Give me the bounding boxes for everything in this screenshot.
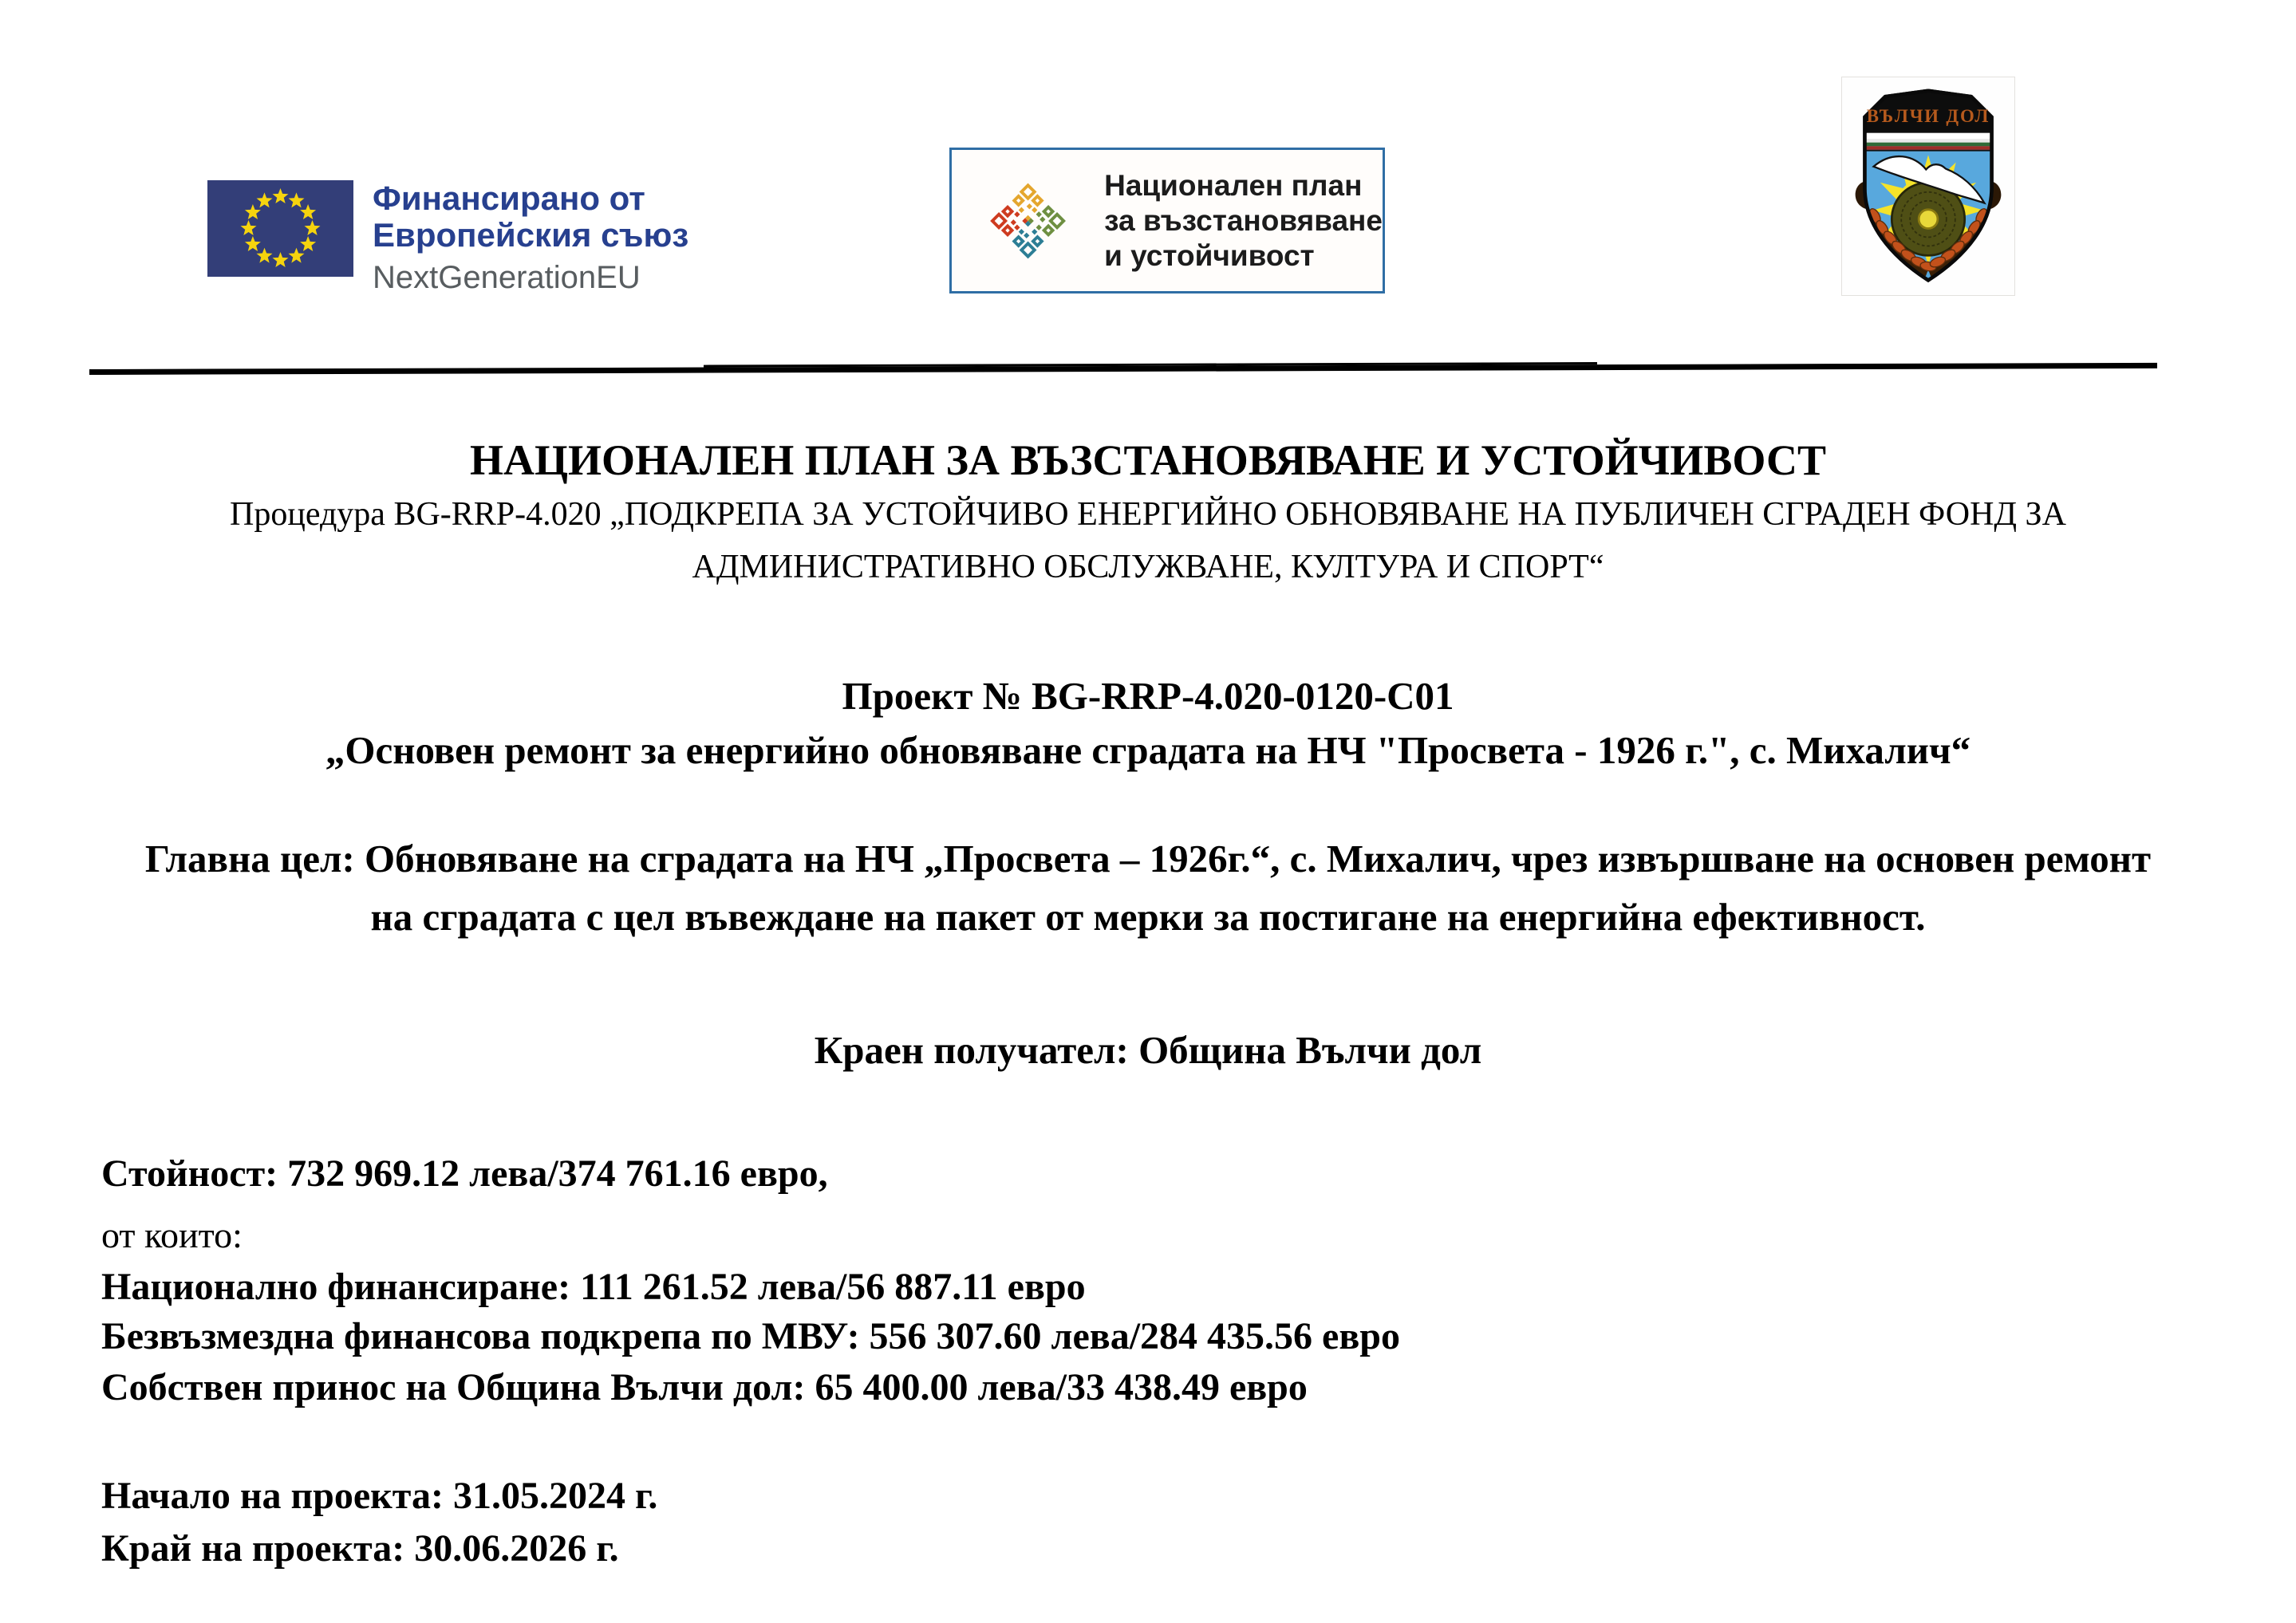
project-value-line: Стойност: 732 969.12 лева/374 761.16 евро, — [101, 1152, 828, 1195]
national-financing-line: Национално финансиране: 111 261.52 лева/56 887.11 евро — [101, 1266, 1086, 1308]
valchi-dol-crest — [1841, 77, 2015, 296]
shevitsa-diamond-icon — [987, 160, 1069, 282]
crest-title: ВЪЛЧИ ДОЛ — [1866, 106, 1990, 127]
recovery-plan-logo-text — [1104, 168, 1383, 274]
eu-text-line2: Европейския съюз — [373, 216, 689, 254]
eu-logo-text — [373, 180, 688, 295]
of-which-label: от които: — [101, 1215, 243, 1255]
beneficiary-line: Краен получател: Община Вълчи дол — [814, 1028, 1482, 1072]
document-title: НАЦИОНАЛЕН ПЛАН ЗА ВЪЗСТАНОВЯВАНЕ И УСТОЙЧИВОСТ — [469, 436, 1827, 484]
nextgeneration-eu-label: NextGenerationEU — [373, 260, 641, 295]
main-goal: Главна цел: Обновяване на сградата на НЧ „Просвета – 1926г.“, с. Михалич, чрез извършване на основен ремонт на сградата с цел въвеждане на пакет от мерки за постигане на енергийна ефективност. — [144, 837, 2152, 939]
project-end-date: Край на проекта: 30.06.2026 г. — [101, 1527, 619, 1570]
procedure-line: Процедура BG-RRP-4.020 „ПОДКРЕПА ЗА УСТОЙЧИВО ЕНЕРГИЙНО ОБНОВЯВАНЕ НА ПУБЛИЧЕН СГРАДЕН ФОНД ЗА АДМИНИСТРАТИВНО ОБСЛУЖВАНЕ, КУЛТУРА И СПОРТ“ — [230, 496, 2066, 585]
npvu-text-line2: за възстановяване — [1104, 203, 1383, 237]
eu-text-line1: Финансирано от — [373, 179, 645, 217]
bulgarian-tricolor — [1864, 139, 1994, 150]
grant-support-line: Безвъзмездна финансова подкрепа по МВУ: 556 307.60 лева/284 435.56 евро — [101, 1315, 1400, 1357]
project-name: „Основен ремонт за енергийно обновяване сградата на НЧ "Просвета - 1926 г.", с. Михалич“ — [325, 728, 1971, 772]
eu-flag-icon — [207, 180, 353, 277]
own-contribution-line: Собствен принос на Община Вълчи дол: 65 400.00 лева/33 438.49 евро — [101, 1366, 1308, 1408]
npvu-text-line3: и устойчивост — [1104, 238, 1315, 272]
recovery-plan-logo — [949, 148, 1385, 293]
valchi-dol-crest-icon — [1852, 81, 2005, 292]
project-start-date: Начало на проекта: 31.05.2024 г. — [101, 1475, 658, 1517]
horizontal-rule — [89, 363, 2157, 375]
project-number: Проект № BG-RRP-4.020-0120-C01 — [842, 674, 1454, 718]
eu-funding-logo — [207, 180, 688, 295]
npvu-text-line1: Национален план — [1104, 168, 1363, 202]
